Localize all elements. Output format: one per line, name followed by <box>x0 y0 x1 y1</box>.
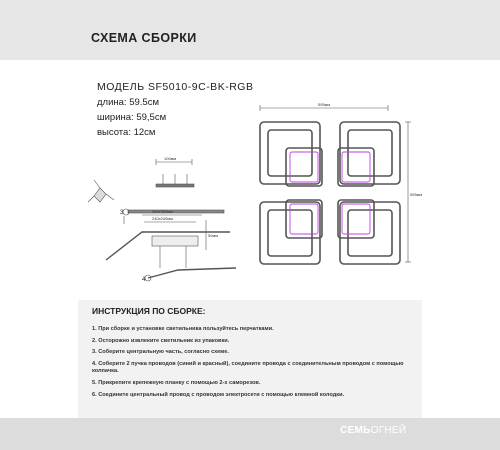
height-label: 595мм <box>410 192 423 197</box>
spec-width: ширина: 59,5см <box>97 112 167 123</box>
spec-length: длина: 59.5см <box>97 97 159 108</box>
mounting-bracket <box>156 184 194 187</box>
ceiling-plate <box>128 210 224 213</box>
outer-squares <box>260 122 400 264</box>
dim-side-label: 50мм <box>208 233 218 238</box>
callout-4: 4 <box>142 277 146 283</box>
instruction-step: 3. Соберите центральную часть, согласно схеме. <box>92 349 229 356</box>
instruction-step: 4. Соберите 2 пучка проводов (синий и красный), соедините провода с соединительным проводом с помощью колпачка. <box>92 360 404 375</box>
model-name: МОДЕЛЬ SF5010-9C-BK-RGB <box>97 81 254 93</box>
spec-height: высота: 12cм <box>97 127 156 138</box>
wire-connector <box>94 188 106 202</box>
dim-top-label: 100мм <box>164 156 177 161</box>
width-label: 595мм <box>318 102 331 107</box>
logo-light-part: ОГНЕЙ <box>370 425 407 436</box>
canopy <box>152 236 198 246</box>
lamp-body-lower <box>148 268 236 278</box>
mounting-diagram <box>88 150 238 295</box>
inner-rgb-squares <box>286 148 374 238</box>
header-band <box>0 0 500 60</box>
callout-3: 3 <box>120 210 124 216</box>
instruction-step: 1. При сборке и установке светильника пользуйтесь перчатками. <box>92 326 274 332</box>
dim-label-2: 240х240мм <box>152 216 173 221</box>
footer-band <box>0 418 500 450</box>
brand-logo <box>340 425 406 436</box>
instruction-step: 5. Прикрепите крепежную планку с помощью 2-х саморезов. <box>92 379 261 386</box>
rgb-glow <box>290 152 370 234</box>
instruction-step: 6. Соедините центральный провод с проводом электросети с помощью клемной колодки. <box>92 391 345 398</box>
top-view-diagram <box>240 100 423 280</box>
spec-block <box>97 80 253 140</box>
instructions-heading: ИНСТРУКЦИЯ ПО СБОРКЕ: <box>92 306 206 316</box>
instruction-step: 2. Осторожно извлеките светильник из упаковки. <box>92 337 230 344</box>
instructions-list <box>92 326 422 403</box>
dim-label-1: 365х300мм <box>152 209 173 214</box>
page-title: СХЕМА СБОРКИ <box>91 31 197 45</box>
logo-bold-part: СЕМЬ <box>340 425 371 436</box>
